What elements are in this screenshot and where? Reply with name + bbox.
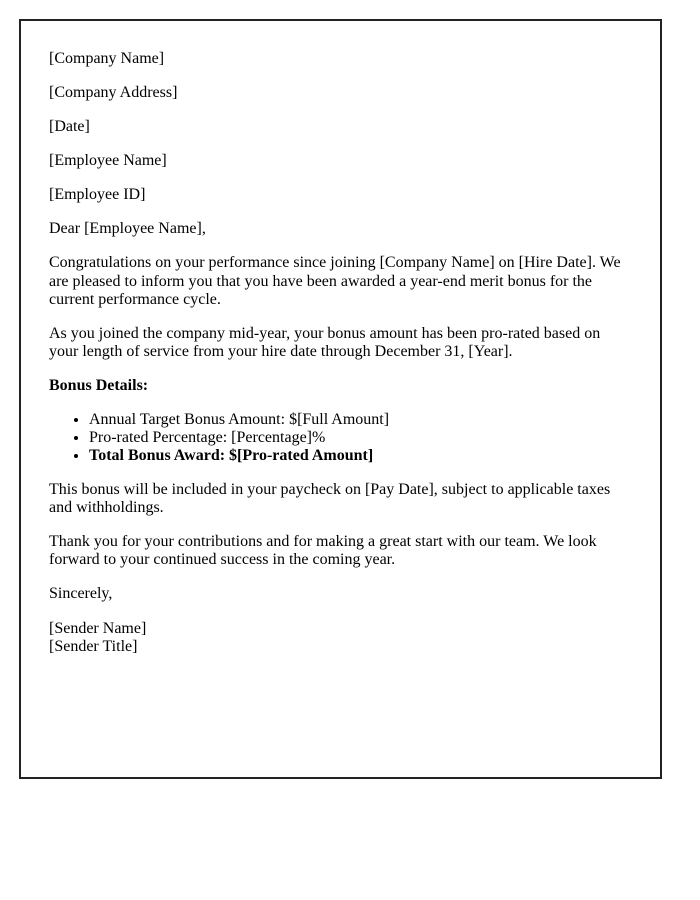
paycheck-paragraph: This bonus will be included in your paycheck on [Pay Date], subject to applicable taxes and withholdings.: [49, 481, 611, 517]
bullet-prorated-percentage: • Pro-rated Percentage: [Percentage]%: [89, 429, 632, 447]
letter-page: [19, 19, 662, 779]
sender-title: [Sender Title]: [49, 637, 138, 655]
signoff: Sincerely,: [49, 585, 113, 603]
employee-name-line: [Employee Name]: [49, 152, 167, 170]
employee-id-line: [Employee ID]: [49, 186, 146, 204]
company-address-line: [Company Address]: [49, 84, 178, 102]
intro-paragraph: Congratulations on your performance since joining [Company Name] on [Hire Date]. We are pleased to inform you that you have been awarded a year-end merit bonus for the current performance cycle.: [49, 254, 621, 308]
sender-block: [49, 620, 632, 656]
bullet-annual-target-amount: • Annual Target Bonus Amount: $[Full Amount]: [89, 411, 632, 429]
bullet-total-bonus-award: • Total Bonus Award: $[Pro-rated Amount]: [89, 447, 632, 465]
sender-name: [Sender Name]: [49, 619, 147, 637]
proration-paragraph: As you joined the company mid-year, your bonus amount has been pro-rated based on your length of service from your hire date through December 31, [Year].: [49, 324, 601, 360]
thanks-paragraph: Thank you for your contributions and for making a great start with our team. We look forward to your continued success in the coming year.: [49, 533, 597, 569]
date-line: [Date]: [49, 118, 90, 136]
company-name-line: [Company Name]: [49, 50, 165, 67]
salutation: Dear [Employee Name],: [49, 220, 206, 238]
bonus-details-list: [49, 411, 632, 465]
bonus-details-heading: Bonus Details:: [49, 376, 149, 394]
